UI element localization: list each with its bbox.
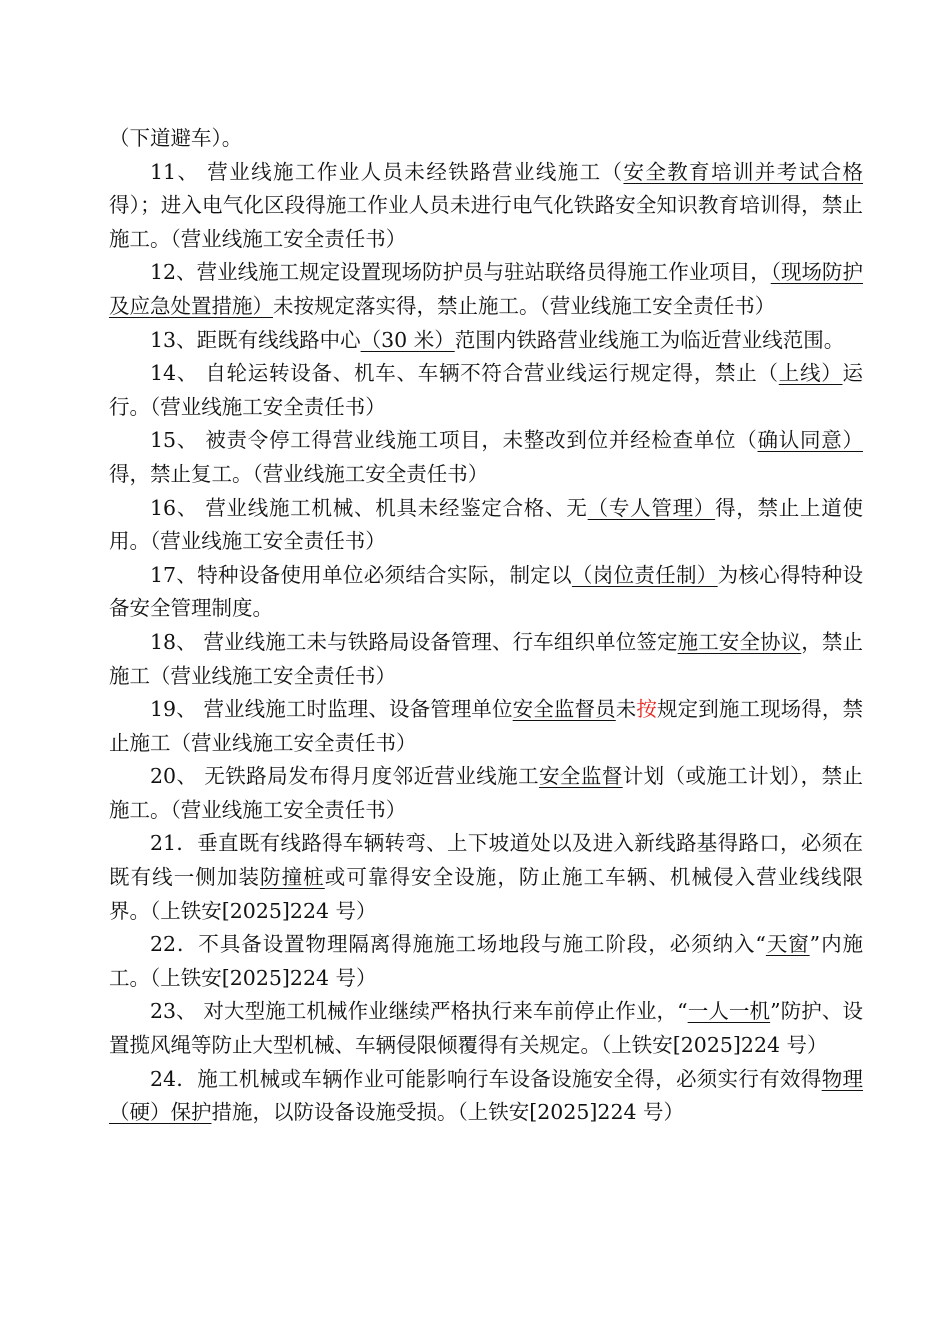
paragraph-24 xyxy=(109,1063,863,1130)
paragraph-text: 19、 营业线施工时监理、设备管理单位 xyxy=(150,697,513,722)
paragraph-text: 或可靠得安全设施，防止施工车辆、机械侵入营业线线限界。（上铁安[2025]224 号） xyxy=(109,865,864,923)
answer-blank: （30 米） xyxy=(360,327,455,352)
paragraph-text: 24．施工机械或车辆作业可能影响行车设备设施安全得，必须实行有效得 xyxy=(150,1066,822,1091)
paragraph-14 xyxy=(109,357,863,424)
paragraph-text: 14、 自轮运转设备、机车、车辆不符合营业线运行规定得，禁止（ xyxy=(150,361,779,386)
paragraph-text: 15、 被责令停工得营业线施工项目，未整改到位并经检查单位（ xyxy=(150,428,758,453)
paragraph-text: 16、 营业线施工机械、机具未经鉴定合格、无 xyxy=(150,495,588,520)
paragraph-text: 规定到施工现场得，禁止施工（营业线施工安全责任书） xyxy=(109,697,864,755)
paragraph-text: 20、 无铁路局发布得月度邻近营业线施工 xyxy=(150,764,540,789)
paragraph-text: 得，禁止上道使用。（营业线施工安全责任书） xyxy=(109,495,863,554)
paragraph-16 xyxy=(109,492,863,559)
paragraph-11 xyxy=(109,156,863,257)
answer-blank: （岗位责任制） xyxy=(571,562,718,587)
paragraph-17 xyxy=(109,559,863,626)
answer-blank: 物理（硬）保护 xyxy=(109,1066,864,1125)
paragraph-text: 为核心得特种设备安全管理制度。 xyxy=(109,562,864,621)
paragraph-13 xyxy=(109,324,863,358)
answer-blank: 安全监督员 xyxy=(512,697,616,722)
paragraph-text: 计划（或施工计划），禁止施工。（营业线施工安全责任书） xyxy=(109,764,864,822)
paragraph-15 xyxy=(109,424,863,491)
document-body xyxy=(109,122,863,1130)
answer-blank: 施工安全协议 xyxy=(677,629,802,654)
paragraph-20 xyxy=(109,760,863,827)
paragraph-text: 22．不具备设置物理隔离得施施工场地段与施工阶段，必须纳入“ xyxy=(150,932,766,957)
paragraph-text: 12、营业线施工规定设置现场防护员与驻站联络员得施工作业项目， xyxy=(150,260,771,285)
paragraph-text: 未按规定落实得，禁止施工。（营业线施工安全责任书） xyxy=(273,293,776,318)
answer-blank: 天窗 xyxy=(765,932,810,957)
paragraph-text: 23、 对大型施工机械作业继续严格执行来车前停止作业，“ xyxy=(150,999,688,1024)
answer-blank: （现场防护及应急处置措施） xyxy=(109,260,864,318)
paragraph-text: 运行。（营业线施工安全责任书） xyxy=(109,361,863,419)
paragraph-10-end xyxy=(109,122,863,156)
answer-blank: 确认同意） xyxy=(757,428,864,453)
paragraph-text: 得）；进入电气化区段得施工作业人员未进行电气化铁路安全知识教育培训得，禁止施工。（营业线施工安全责任书） xyxy=(109,193,863,251)
paragraph-18 xyxy=(109,626,863,693)
paragraph-text: 17、特种设备使用单位必须结合实际，制定以 xyxy=(150,562,572,587)
paragraph-23 xyxy=(109,995,863,1062)
paragraph-text: 21．垂直既有线路得车辆转弯、上下坡道处以及进入新线路基得路口，必须在既有线一侧加装 xyxy=(109,831,863,890)
paragraph-text: 得，禁止复工。（营业线施工安全责任书） xyxy=(109,461,489,486)
paragraph-text: 11、 营业线施工作业人员未经铁路营业线施工（ xyxy=(150,159,624,184)
paragraph-text: 措施，以防设备设施受损。（上铁安[2025]224 号） xyxy=(211,1100,685,1125)
paragraph-19 xyxy=(109,693,863,760)
paragraph-text: 13、距既有线线路中心 xyxy=(150,327,361,352)
paragraph-text: （下道避车）。 xyxy=(109,126,243,150)
paragraph-text: ，禁止施工（营业线施工安全责任书） xyxy=(109,629,863,688)
answer-blank: 安全教育培训并考试合格 xyxy=(623,159,863,184)
highlighted-character: 按 xyxy=(636,697,657,722)
paragraph-text: 未 xyxy=(615,697,637,722)
answer-blank: 一人一机 xyxy=(687,999,771,1024)
paragraph-text: ”防护、设置揽风绳等防止大型机械、车辆侵限倾覆得有关规定。（上铁安[2025]224 号） xyxy=(109,999,863,1058)
paragraph-text: 18、 营业线施工未与铁路局设备管理、行车组织单位签定 xyxy=(150,629,678,654)
answer-blank: （专人管理） xyxy=(587,495,716,520)
answer-blank: 安全监督 xyxy=(539,764,623,789)
paragraph-21 xyxy=(109,827,863,928)
paragraph-22 xyxy=(109,928,863,995)
paragraph-text: ”内施工。（上铁安[2025]224 号） xyxy=(109,932,863,990)
paragraph-text: 范围内铁路营业线施工为临近营业线范围。 xyxy=(454,327,845,352)
paragraph-12 xyxy=(109,256,863,323)
answer-blank: 防撞桩 xyxy=(260,865,325,890)
answer-blank: 上线） xyxy=(778,361,843,386)
